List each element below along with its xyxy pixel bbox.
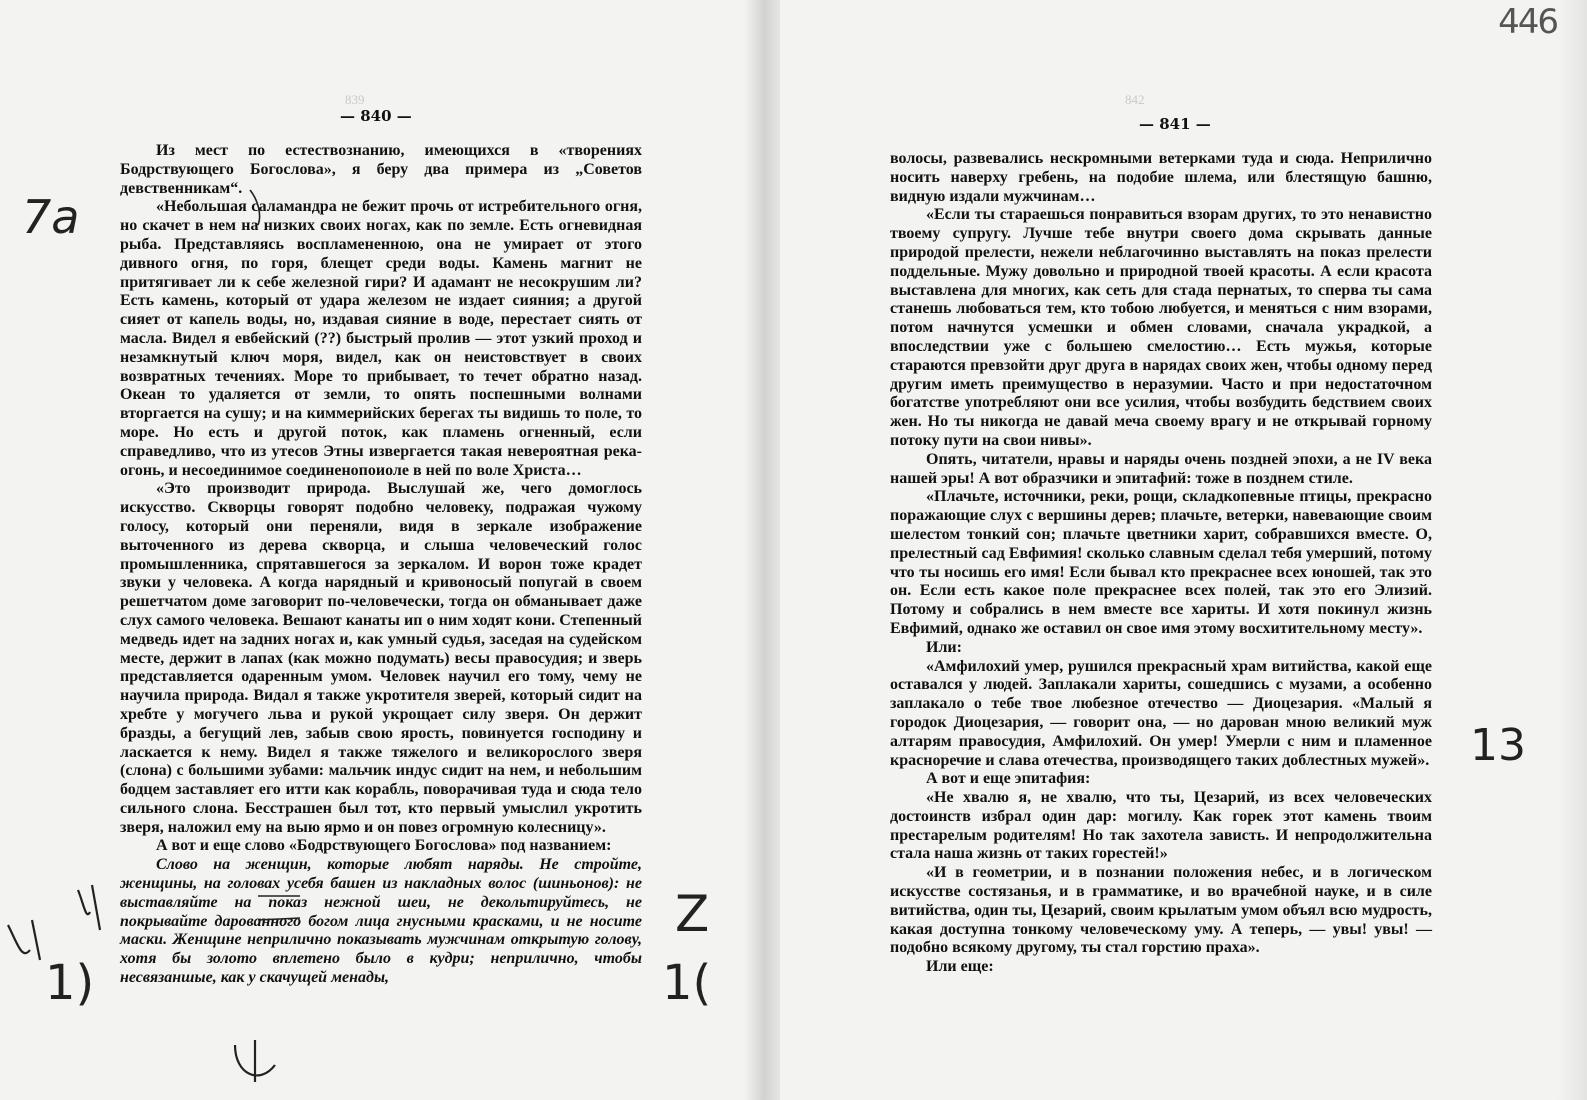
- margin-note: 1): [45, 955, 95, 1011]
- right-page-number: — 841 —: [1139, 115, 1211, 133]
- book-gutter: [744, 0, 780, 1100]
- paragraph: «Это производит природа. Выслушай же, чего домоглось искусство. Скворцы говорят подобно человеку, подражая чужому голосу, который они переняли, видя в зеркале изображение выточенного из дерева скворца, и слыша человеческий голос промышленника, спрятавшегося за зеркалом. И ворон тоже крадет звуки у человека. А когда нарядный и кривоносый попугай в своем решетчатом доме заговорит по-человечески, тогда он обманывает даже слух самого человека. Вешают канаты ип о ним ходят кони. Степенный медведь идет на задних ногах и, как умный судья, заседая на судейском месте, держит в лапах (как можно подумать) весы правосудия; и зверь представляется одаренным умом. Человек научил его тому, чему не научила природа. Видал я также укротителя зверей, который сидит на хребте у могучего льва и рукой укрощает силу зверя. Он держит бразды, а бегущий лев, забыв свою ярость, повинуется господину и ласкается к нему. Видел я также тяжелого и великорослого зверя (слона) с большими зубами: мальчик индус сидит на нем, и небольшим бодцем заставляет его итти как корабль, поворачивая туда и сюда тело сильного слона. Бесстрашен был тот, кто первый умыслил укротить зверя, наложил ему на выю ярмо и он повез огромную колесницу».: [120, 480, 642, 836]
- margin-note: 1(: [662, 955, 712, 1011]
- paragraph: Опять, читатели, нравы и наряды очень поздней эпохи, а не IV века нашей эры! А вот образчики и эпитафий: тоже в позднем стиле.: [890, 450, 1432, 487]
- margin-note: 7a: [22, 190, 80, 244]
- paragraph: Или еще:: [926, 958, 994, 976]
- left-page-number: — 840 —: [340, 107, 412, 125]
- archive-page-number: 446: [1498, 2, 1557, 42]
- paragraph: волосы, развевались нескромными ветерками туда и сюда. Неприлично носить наверху гребень, на подобие шлема, или блестящую башню, видную издали мужчинам…: [890, 150, 1432, 205]
- bleed-through: 839: [345, 92, 365, 107]
- pen-marks: [0, 0, 744, 1100]
- margin-note: 13: [1470, 720, 1526, 771]
- paragraph: «Плачьте, источники, реки, рощи, складкопевные птицы, прекрасно поражающие слух с вершины дерев; плачьте, ветерки, навевающие своим шелестом тонкий сон; плачьте цветники харит, собравшихся вместе. О, прелестный сад Евфимия! сколько славным сделал тебя умерший, потому что ты носишь его имя! Если бывал кто прекраснее всех юношей, так это он. Если есть какое поле прекраснее всех полей, так это его Элизий. Потому и собрались в нем вместе все хариты. И хотя покинул жизнь Евфимий, однако же оставил он свое имя этому восхитительному месту».: [890, 488, 1432, 637]
- paragraph: Или:: [926, 638, 962, 656]
- paragraph: А вот и еще эпитафия:: [926, 770, 1091, 788]
- paragraph: «Не хвалю я, не хвалю, что ты, Цезарий, из всех человеческих достоинств избрал один дар: могилу. Как горек этот камень твоим престарелым родителям! Но так захотела зависть. И непродолжительна стала наша жизнь от таких горестей!»: [890, 789, 1432, 863]
- paragraph: Слово на женщин, которые любят наряды. Не стройте, женщины, на головах усебя башен из накладных волос (шиньонов): не выставляйте на показ нежной шеи, не декольтируйтесь, не покрывайте дарованного богом лица гнусными красками, и не носите маски. Женщине неприлично показывать мужчинам открытую голову, хотя бы золото вплетено было в кудри; неприлично, чтобы несвязаншые, как у скачущей менады,: [120, 856, 642, 987]
- left-page: [0, 0, 744, 1100]
- paragraph: «Если ты стараешься понравиться взорам других, то это ненавистно твоему супругу. Лучше тебе внутри своего дома скрывать данные природой прелести, нежели неблагочинно выставлять на показ прелести поддельные. Мужу довольно и природной твоей красоты. А если красота выставлена для многих, как сеть для стада пернатых, то сперва ты сама станешь любоваться тем, кто тобою любуется, и меняться с ним взорами, потом начнутся усмешки и обмен словами, сначала украдкой, а впоследствии уже с большею смелостию… Есть мужья, которые стараются превзойти друг друга в нарядах своих жен, чтобы одному перед другим иметь преимущество в неразумии. Часто и при недостаточном богатстве употребляют они все усилия, чтобы возбудить бедствием своих жен. Но ты никогда не давай меча своему врагу и не открывай горному потоку пути на свои нивы».: [890, 206, 1432, 449]
- right-page: [780, 0, 1587, 1100]
- bleed-through: 842: [1125, 92, 1145, 107]
- paragraph: Из мест по естествознанию, имеющихся в «творениях Бодрствующего Богослова», я беру два примера из „Советов девственникам“.: [120, 142, 642, 197]
- paragraph: «И в геометрии, и в познании положения небес, и в логическом искусстве состязанья, и в грамматике, и во врачебной науке, и в силе витийства, один ты, Цезарий, своим крылатым умом объял всю мудрость, какая доступна тонкому человеческому уму. А теперь, — увы! увы! — подобно всякому другому, ты стал горстию праха».: [890, 864, 1432, 957]
- paragraph: А вот и еще слово «Бодрствующего Богослова» под названием:: [156, 837, 612, 855]
- paragraph: «Небольшая саламандра не бежит прочь от истребительного огня, но скачет в нем на низких своих ногах, как по земле. Есть огневидная рыба. Представляясь воспламененною, она не умирает от этого дивного огня, по горя, блещет среди воды. Камень магнит не притягивает ли к себе железной гири? И адамант не несокрушим ли? Есть камень, который от удара железом не издает сияния; а другой сияет от капель воды, но, издавая сияние в воде, перестает сиять от масла. Видел я евбейский (??) быстрый пролив — этот узкий проход и незамкнутый ключ моря, видел, как он неистовствует в своих возвратных течениях. Море то прибывает, то течет обратно назад. Океан то удаляется от земли, то опять поспешными волнами вторгается на сушу; и на киммерийских берегах ты видишь то поле, то море. Но есть и другой поток, как пламень огненный, если справедливо, что из утесов Этны извергается такая невероятная река-огонь, и несоединимое соединенопоиоле в ней по воле Христа…: [120, 198, 642, 479]
- right-page-body: [890, 150, 1432, 977]
- margin-note: Z: [675, 885, 710, 943]
- paragraph: «Амфилохий умер, рушился прекрасный храм витийства, какой еще оставался у людей. Заплакали хариты, сошедшись с музами, а особенно заплакало о тебе твое любезное отечество — Диоцезария. «Малый я городок Диоцезария, — говорит она, — но дарован мною великий муж алтарям правосудия, Амфилохий. Он умер! Умерли с ним и пламенное красноречие и слава отечества, производящего таких доблестных мужей».: [890, 657, 1432, 769]
